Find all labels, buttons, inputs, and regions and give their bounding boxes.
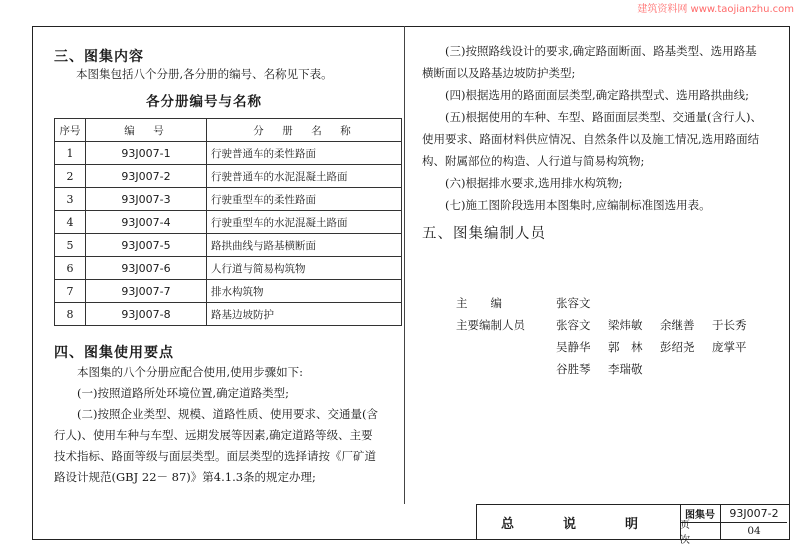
section4-intro: 本图集的八个分册应配合使用,使用步骤如下: (77, 365, 304, 379)
row-name: 行驶重型车的水泥混凝土路面 (207, 211, 402, 234)
row-code: 93J007-6 (86, 257, 207, 280)
sheet-title: 总 说 明 (477, 505, 681, 539)
row-name: 行驶普通车的柔性路面 (207, 142, 402, 165)
table-title: 各分册编号与名称 (146, 94, 262, 110)
page-no: 04 (747, 525, 761, 537)
table-row (55, 142, 402, 165)
row-no: 1 (55, 142, 86, 165)
step4: (四)根据选用的路面面层类型,确定路拱型式、选用路拱曲线; (445, 88, 750, 102)
staff-name: 梁炜敏 (608, 318, 643, 332)
table-row (55, 303, 402, 326)
row-code: 93J007-5 (86, 234, 207, 257)
page-label: 页 次 (680, 523, 721, 539)
volume-table (54, 118, 402, 326)
section3-title: 三、图集内容 (54, 49, 144, 65)
header-name: 分 册 名 称 (207, 119, 402, 142)
staff-name: 郭 林 (608, 340, 643, 354)
row-no: 5 (55, 234, 86, 257)
section5-title: 五、图集编制人员 (422, 226, 546, 242)
table-row (55, 188, 402, 211)
staff-row (456, 336, 776, 358)
row-code: 93J007-4 (86, 211, 207, 234)
atlas-no: 93J007-2 (721, 505, 787, 523)
row-name: 行驶重型车的柔性路面 (207, 188, 402, 211)
staff-name: 李瑞敬 (608, 362, 643, 376)
row-code: 93J007-7 (86, 280, 207, 303)
row-name: 路拱曲线与路基横断面 (207, 234, 402, 257)
row-no: 7 (55, 280, 86, 303)
chief-label: 主 编 (456, 296, 502, 310)
row-no: 8 (55, 303, 86, 326)
step5: (五)根据使用的车种、车型、路面面层类型、交通量(含行人)、使用要求、路面材料供应情况、自然条件以及施工情况,选用路面结构、附属部位的构造、人行道与简易构筑物; (422, 110, 762, 168)
staff-list (456, 292, 776, 380)
staff-name: 庞掌平 (712, 340, 747, 354)
table-header-row (55, 119, 402, 142)
step3: (三)按照路线设计的要求,确定路面断面、路基类型、选用路基横断面以及路基边坡防护类型; (422, 44, 757, 80)
table-row (55, 280, 402, 303)
step6: (六)根据排水要求,选用排水构筑物; (445, 176, 623, 190)
row-no: 6 (55, 257, 86, 280)
row-name: 路基边坡防护 (207, 303, 402, 326)
staff-name: 谷胜琴 (556, 362, 591, 376)
staff-row (456, 358, 776, 380)
step7: (七)施工图阶段选用本图集时,应编制标准图选用表。 (445, 198, 711, 212)
staff-label: 主要编制人员 (456, 318, 525, 332)
row-no: 2 (55, 165, 86, 188)
staff-row (456, 314, 776, 336)
section4-step2: (二)按照企业类型、规模、道路性质、使用要求、交通量(含行人)、使用车种与车型、远期发展等因素,确定道路等级、主要技术指标、路面等级与面层类型。面层类型的选择请按《厂矿道路设计规范(GBJ 22－ 87)》第4.1.3条的规定办理; (54, 407, 378, 484)
section4-body (54, 362, 384, 488)
atlas-no-label: 图集号 (680, 505, 721, 523)
watermark: 建筑资料网 www.taojianzhu.com (637, 4, 794, 15)
row-name: 行驶普通车的水泥混凝土路面 (207, 165, 402, 188)
section4-step1: (一)按照道路所处环境位置,确定道路类型; (77, 386, 290, 400)
header-no: 序号 (55, 119, 86, 142)
table-row (55, 257, 402, 280)
table-row (55, 165, 402, 188)
row-code: 93J007-1 (86, 142, 207, 165)
table-row (55, 211, 402, 234)
right-column (422, 40, 767, 249)
row-no: 3 (55, 188, 86, 211)
staff-name: 彭绍尧 (660, 340, 695, 354)
section4-title: 四、图集使用要点 (54, 345, 174, 361)
staff-name: 吴静华 (556, 340, 591, 354)
section3-intro: 本图集包括八个分册,各分册的编号、名称见下表。 (76, 67, 333, 81)
title-block (476, 504, 790, 546)
row-code: 93J007-3 (86, 188, 207, 211)
chief-row (456, 292, 776, 314)
row-name: 排水构筑物 (207, 280, 402, 303)
header-code: 编 号 (86, 119, 207, 142)
chief-name: 张容文 (556, 296, 591, 310)
row-name: 人行道与简易构筑物 (207, 257, 402, 280)
row-code: 93J007-8 (86, 303, 207, 326)
row-no: 4 (55, 211, 86, 234)
table-row (55, 234, 402, 257)
staff-name: 张容文 (556, 318, 591, 332)
staff-name: 于长秀 (712, 318, 747, 332)
column-divider (404, 26, 405, 504)
row-code: 93J007-2 (86, 165, 207, 188)
staff-name: 余继善 (660, 318, 695, 332)
